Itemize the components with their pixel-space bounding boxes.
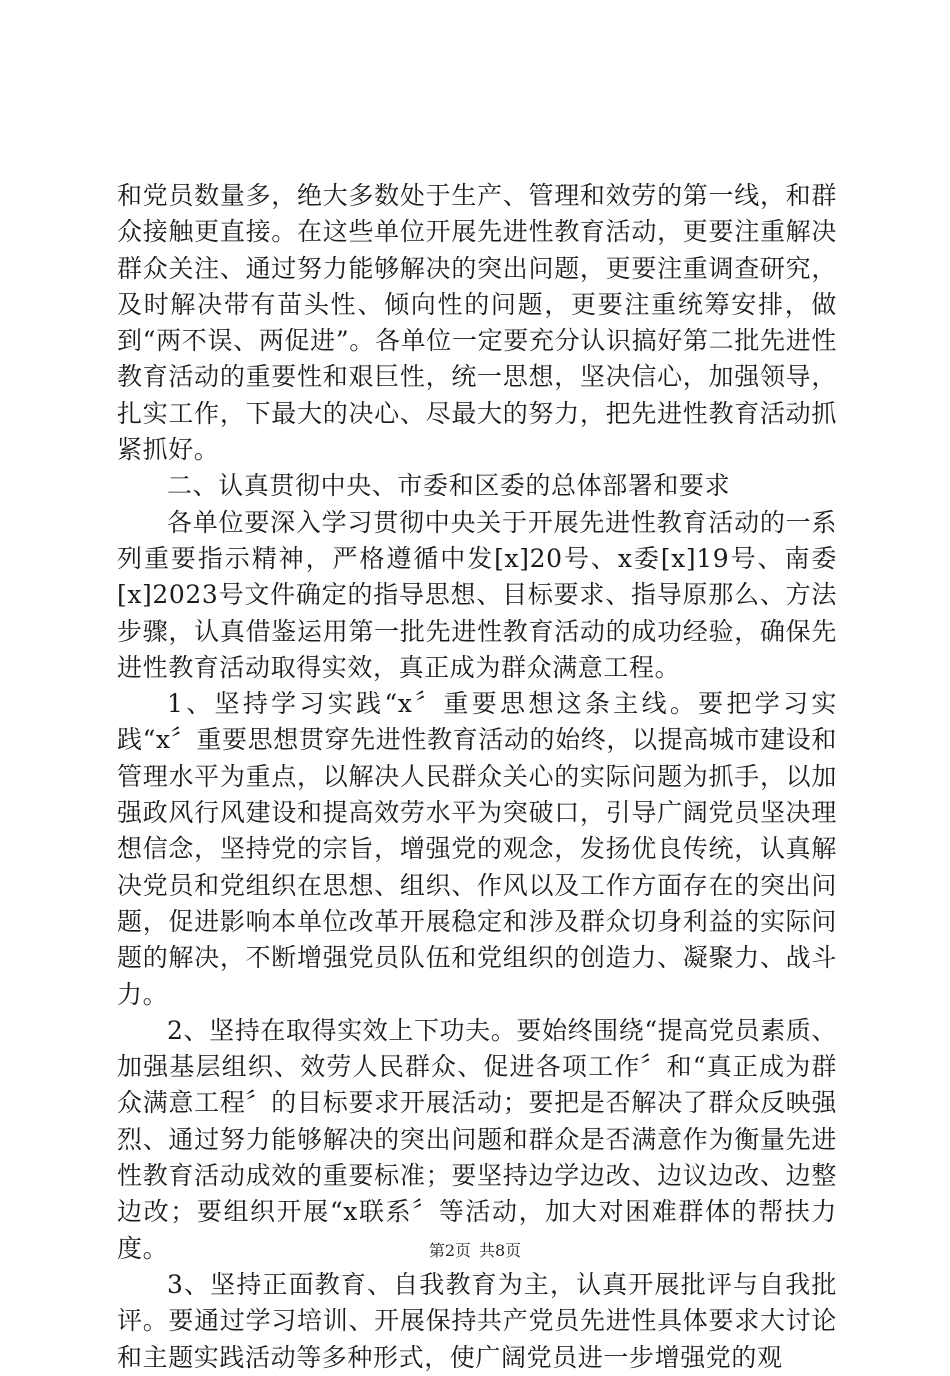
paragraph-item-3: 3、坚持正面教育、自我教育为主，认真开展批评与自我批评。要通过学习培训、开展保持共产党员先进性具体要求大讨论和主题实践活动等多种形式，使广阔党员进一步增强党的观 [117,1269,837,1372]
page-footer [0,1241,950,1261]
paragraph: 各单位要深入学习贯彻中央关于开展先进性教育活动的一系列重要指示精神，严格遵循中发[x]20号、x委[x]19号、南委[x]2023号文件确定的指导思想、目标要求、指导原那么、方法步骤，认真借鉴运用第一批先进性教育活动的成功经验，确保先进性教育活动取得实效，真正成为群众满意工程。 [117,507,837,682]
document-body [117,178,837,1376]
section-heading: 二、认真贯彻中央、市委和区委的总体部署和要求 [167,471,731,501]
paragraph-item-2: 2、坚持在取得实效上下功夫。要始终围绕“提高党员素质、加强基层组织、效劳人民群众、促进各项工作〞和“真正成为群众满意工程〞的目标要求开展活动；要把是否解决了群众反映强烈、通过努力能够解决的突出问题和群众是否满意作为衡量先进性教育活动成效的重要标准；要坚持边学边改、边议边改、边整边改；要组织开展“x联系〞等活动，加大对困难群体的帮扶力度。 [117,1015,837,1263]
paragraph-item-1: 1、坚持学习实践“x〞重要思想这条主线。要把学习实践“x〞重要思想贯穿先进性教育活动的始终，以提高城市建设和管理水平为重点，以解决人民群众关心的实际问题为抓手，以加强政风行风建设和提高效劳水平为突破口，引导广阔党员坚决理想信念，坚持党的宗旨，增强党的观念，发扬优良传统，认真解决党员和党组织在思想、组织、作风以及工作方面存在的突出问题，促进影响本单位改革开展稳定和涉及群众切身利益的实际问题的解决，不断增强党员队伍和党组织的创造力、凝聚力、战斗力。 [117,689,837,1009]
page-total: 共8页 [479,1241,522,1260]
paragraph-continuation: 和党员数量多，绝大多数处于生产、管理和效劳的第一线，和群众接触更直接。在这些单位开展先进性教育活动，更要注重解决群众关注、通过努力能够解决的突出问题，更要注重调查研究，及时解决带有苗头性、倾向性的问题，更要注重统筹安排，做到“两不误、两促进”。各单位一定要充分认识搞好第二批先进性教育活动的重要性和艰巨性，统一思想，坚决信心，加强领导，扎实工作，下最大的决心、尽最大的努力，把先进性教育活动抓紧抓好。 [117,181,837,465]
page-number: 第2页 [428,1241,471,1260]
